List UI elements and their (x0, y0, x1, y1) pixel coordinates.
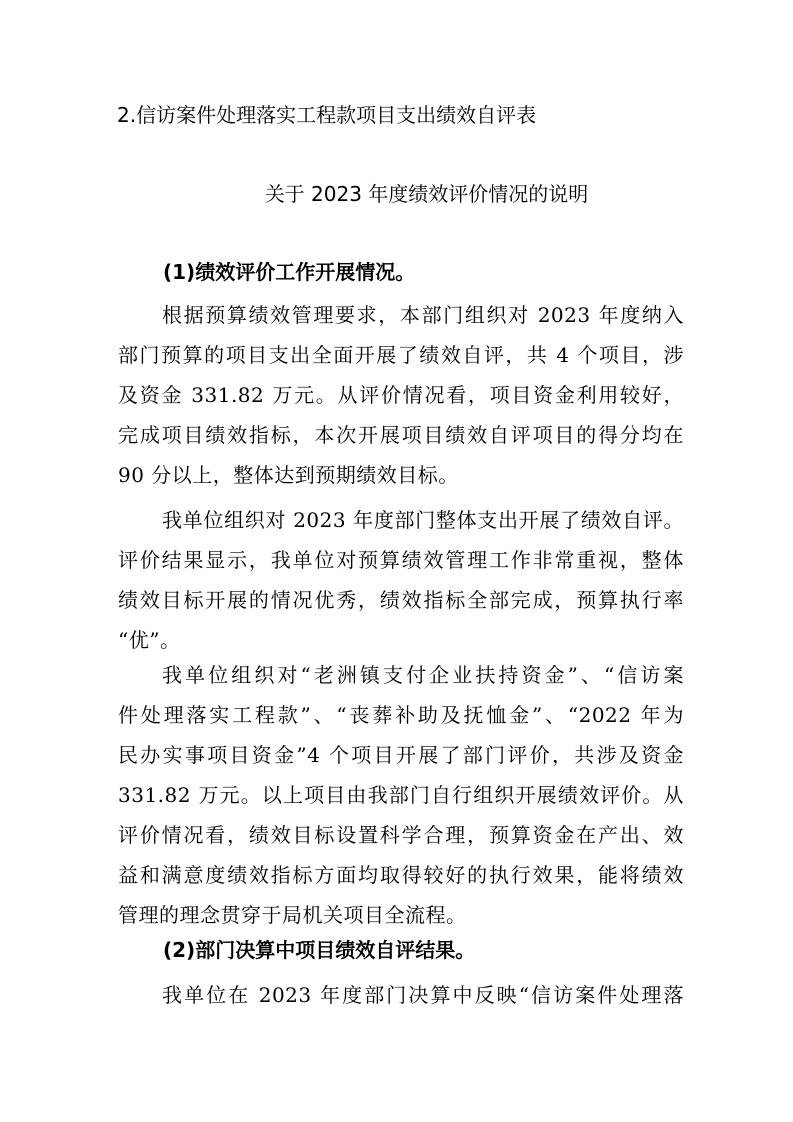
paragraph-line: 评价情况看，绩效目标设置科学合理，预算资金在产出、效 (118, 823, 684, 847)
paragraph-line: 民办实事项目资金”4 个项目开展了部门评价，共涉及资金 (118, 743, 684, 767)
paragraph-line: 我单位组织对“老洲镇支付企业扶持资金”、“信访案 (162, 663, 684, 687)
paragraph-line: 完成项目绩效指标，本次开展项目绩效自评项目的得分均在 (118, 423, 684, 447)
paragraph-line: 益和满意度绩效指标方面均取得较好的执行效果，能将绩效 (118, 863, 684, 887)
paragraph-line: 我单位组织对 2023 年度部门整体支出开展了绩效自评。 (162, 508, 684, 532)
paragraph-line: 根据预算绩效管理要求，本部门组织对 2023 年度纳入 (162, 303, 684, 327)
paragraph-line: 及资金 331.82 万元。从评价情况看，项目资金利用较好， (118, 383, 684, 407)
paragraph-line: 我单位在 2023 年度部门决算中反映“信访案件处理落 (162, 983, 684, 1007)
paragraph-1 (118, 295, 684, 495)
paragraph-4 (118, 975, 684, 1015)
section-heading-1: (1)绩效评价工作开展情况。 (163, 260, 416, 284)
paragraph-line: 绩效目标开展的情况优秀，绩效指标全部完成，预算执行率 (118, 588, 684, 612)
document-title: 关于 2023 年度绩效评价情况的说明 (264, 182, 589, 206)
paragraph-line: 件处理落实工程款”、“丧葬补助及抚恤金”、“2022 年为 (118, 703, 684, 727)
paragraph-3 (118, 655, 684, 935)
paragraph-line: 90 分以上，整体达到预期绩效目标。 (118, 463, 459, 487)
paragraph-2 (118, 500, 684, 660)
paragraph-line: 部门预算的项目支出全面开展了绩效自评，共 4 个项目，涉 (118, 343, 684, 367)
paragraph-line: 评价结果显示，我单位对预算绩效管理工作非常重视，整体 (118, 548, 684, 572)
paragraph-line: “优”。 (118, 628, 181, 652)
paragraph-line: 管理的理念贯穿于局机关项目全流程。 (118, 903, 467, 927)
paragraph-line: 331.82 万元。以上项目由我部门自行组织开展绩效评价。从 (118, 783, 684, 807)
attachment-title: 2.信访案件处理落实工程款项目支出绩效自评表 (117, 103, 537, 127)
section-heading-2: (2)部门决算中项目绩效自评结果。 (163, 938, 476, 962)
